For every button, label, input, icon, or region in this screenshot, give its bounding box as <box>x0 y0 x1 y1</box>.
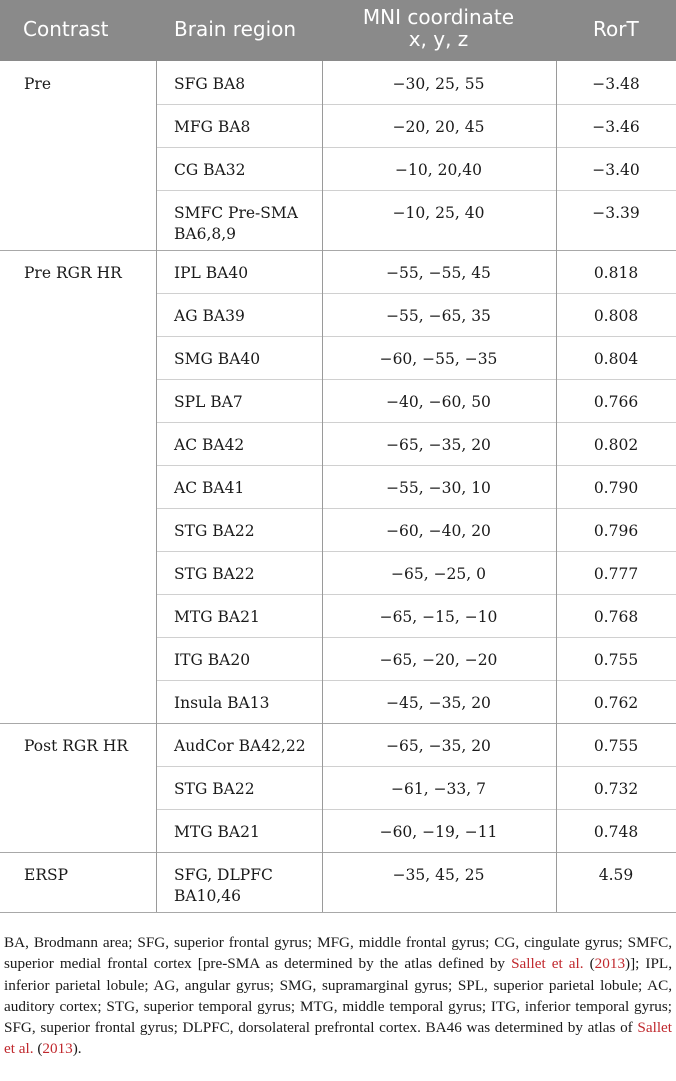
column-divider <box>156 61 157 912</box>
rort-cell: 0.777 <box>593 565 639 583</box>
mni-coordinate-cell: −55, −65, 35 <box>386 307 491 325</box>
row-divider <box>156 379 676 380</box>
row-divider <box>156 680 676 681</box>
mni-coordinate-cell: −60, −55, −35 <box>379 350 498 368</box>
contrast-cell: Pre RGR HR <box>24 264 122 282</box>
brain-region-cell: STG BA22 <box>174 565 255 583</box>
brain-region-cell: SMFC Pre-SMA <box>174 204 298 222</box>
row-divider <box>156 104 676 105</box>
rort-cell: 0.802 <box>593 436 639 454</box>
rort-cell: 0.766 <box>593 393 639 411</box>
rort-cell: −3.48 <box>592 75 640 93</box>
rort-cell: 0.755 <box>593 737 639 755</box>
row-divider <box>156 465 676 466</box>
rort-cell: 0.732 <box>593 780 639 798</box>
mni-coordinate-cell: −65, −35, 20 <box>386 436 491 454</box>
brain-region-cell: SMG BA40 <box>174 350 261 368</box>
rort-cell: 0.768 <box>593 608 639 626</box>
mni-coordinate-cell: −55, −30, 10 <box>386 479 491 497</box>
brain-region-cell: SFG BA8 <box>174 75 246 93</box>
rort-cell: −3.39 <box>592 204 640 222</box>
citation-year-link-2[interactable]: 2013 <box>42 1040 73 1058</box>
contrast-cell: Pre <box>24 75 52 93</box>
contrast-cell: Post RGR HR <box>24 737 129 755</box>
brain-region-cell: Insula BA13 <box>174 694 270 712</box>
rort-cell: 0.762 <box>593 694 639 712</box>
brain-region-cell: MFG BA8 <box>174 118 251 136</box>
footnote-text-1: BA, Brodmann area; SFG, superior frontal gyrus; MFG, middle frontal gyrus; CG, cingulate gyrus; SMFC, superior medial frontal cortex [pre-SMA as determined by the atlas defined by <box>4 934 672 973</box>
mni-coordinate-cell: −65, −35, 20 <box>386 737 491 755</box>
brain-region-cell: AG BA39 <box>174 307 245 325</box>
mni-coordinate-cell: −30, 25, 55 <box>392 75 485 93</box>
contrast-cell: ERSP <box>24 866 69 884</box>
table-header <box>0 0 676 61</box>
mni-coordinate-cell: −60, −19, −11 <box>379 823 498 841</box>
row-divider <box>156 594 676 595</box>
mni-coordinate-cell: −65, −25, 0 <box>391 565 486 583</box>
row-divider <box>156 508 676 509</box>
row-divider <box>156 422 676 423</box>
rort-cell: −3.46 <box>592 118 640 136</box>
brain-region-cell: AudCor BA42,22 <box>174 737 306 755</box>
rort-cell: 0.790 <box>593 479 639 497</box>
brain-region-cell: MTG BA21 <box>174 608 260 626</box>
mni-coordinate-cell: −35, 45, 25 <box>392 866 485 884</box>
row-divider <box>156 637 676 638</box>
column-divider <box>556 61 557 912</box>
rort-cell: 0.796 <box>593 522 639 540</box>
row-divider <box>156 809 676 810</box>
header-mni-line1: MNI coordinate <box>362 5 515 29</box>
row-divider <box>156 766 676 767</box>
brain-region-cell: ITG BA20 <box>174 651 251 669</box>
brain-region-cell: AC BA42 <box>174 436 245 454</box>
rort-cell: 0.808 <box>593 307 639 325</box>
rort-cell: 0.818 <box>593 264 639 282</box>
rort-cell: 0.748 <box>593 823 639 841</box>
group-divider <box>0 852 676 853</box>
header-mni-coordinate <box>322 6 555 50</box>
rort-cell: 0.755 <box>593 651 639 669</box>
brain-region-cell: STG BA22 <box>174 780 255 798</box>
brain-region-cell: AC BA41 <box>174 479 245 497</box>
mni-coordinate-cell: −61, −33, 7 <box>391 780 486 798</box>
header-rort: RorT <box>593 17 639 41</box>
row-divider <box>156 190 676 191</box>
brain-region-cell: SPL BA7 <box>174 393 243 411</box>
citation-link-2[interactable]: Sallet et al. <box>4 1019 672 1058</box>
footnote-text-3: )]; IPL, inferior parietal lobule; AG, angular gyrus; SMG, supramarginal gyrus; SPL, superior parietal lobule; AC, auditory cortex; STG, superior temporal gyrus; MTG, middle temporal gyrus; ITG, inferior temporal gyrus; SFG, superior frontal gyrus; DLPFC, dorsolateral prefrontal cortex. BA46 was determined by atlas of <box>4 955 673 1037</box>
mni-coordinate-cell: −40, −60, 50 <box>386 393 491 411</box>
brain-region-cell: SFG, DLPFC <box>174 866 273 884</box>
mni-coordinate-cell: −65, −20, −20 <box>379 651 498 669</box>
citation-link-1[interactable]: Sallet et al. <box>511 955 584 973</box>
rort-cell: −3.40 <box>592 161 640 179</box>
group-divider <box>0 912 676 913</box>
row-divider <box>156 551 676 552</box>
rort-cell: 4.59 <box>598 866 634 884</box>
header-mni-line2: x, y, z <box>408 27 469 51</box>
footnote-text-4: ( <box>33 1040 43 1058</box>
header-contrast: Contrast <box>23 17 109 41</box>
mni-coordinate-cell: −55, −55, 45 <box>386 264 491 282</box>
group-divider <box>0 723 676 724</box>
column-divider <box>322 61 323 912</box>
mni-coordinate-cell: −45, −35, 20 <box>386 694 491 712</box>
row-divider <box>156 293 676 294</box>
row-divider <box>156 336 676 337</box>
footnote-text-5: ). <box>72 1040 82 1058</box>
mni-coordinate-cell: −65, −15, −10 <box>379 608 498 626</box>
brain-region-cell: STG BA22 <box>174 522 255 540</box>
row-divider <box>156 147 676 148</box>
mni-coordinate-cell: −10, 20,40 <box>395 161 482 179</box>
brain-region-cell: IPL BA40 <box>174 264 249 282</box>
header-brain-region: Brain region <box>174 17 297 41</box>
table-footnote <box>4 932 672 1060</box>
brain-region-cell: CG BA32 <box>174 161 246 179</box>
mni-coordinate-cell: −60, −40, 20 <box>386 522 491 540</box>
group-divider <box>0 250 676 251</box>
mni-coordinate-cell: −10, 25, 40 <box>392 204 485 222</box>
mni-coordinate-cell: −20, 20, 45 <box>392 118 485 136</box>
brain-region-cell: BA10,46 <box>174 887 241 905</box>
footnote-text-2: ( <box>583 955 595 973</box>
rort-cell: 0.804 <box>593 350 639 368</box>
citation-year-link-1[interactable]: 2013 <box>594 955 626 973</box>
brain-region-cell: MTG BA21 <box>174 823 260 841</box>
brain-region-cell: BA6,8,9 <box>174 225 237 243</box>
